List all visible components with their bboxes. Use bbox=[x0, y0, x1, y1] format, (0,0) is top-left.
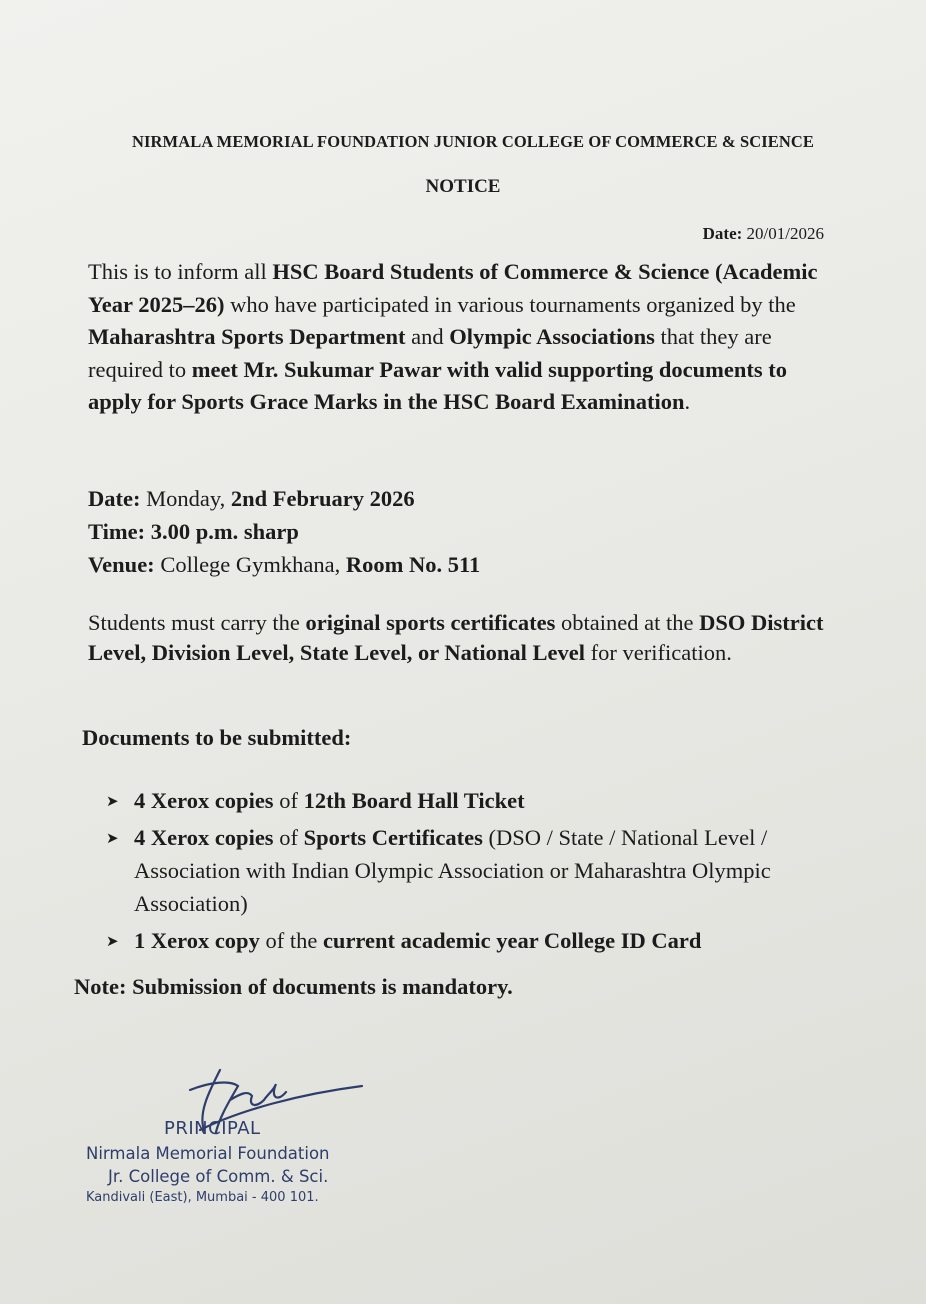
schedule-date-value: 2nd February 2026 bbox=[230, 486, 415, 511]
documents-list bbox=[100, 784, 800, 961]
schedule-time-value: 3.00 p.m. sharp bbox=[145, 519, 299, 544]
notice-heading: NOTICE bbox=[425, 176, 501, 197]
intro-paragraph bbox=[88, 256, 828, 419]
list-item bbox=[100, 821, 800, 920]
intro-bold-2: Maharashtra Sports Department bbox=[88, 324, 406, 349]
stamp-line-1: Nirmala Memorial Foundation bbox=[86, 1144, 330, 1163]
issue-date-label: Date: bbox=[702, 224, 743, 243]
stamp-line-2: Jr. College of Comm. & Sci. bbox=[108, 1167, 329, 1186]
doc-qty: 1 Xerox copy bbox=[134, 928, 260, 953]
schedule-block bbox=[88, 482, 828, 581]
schedule-date-label: Date: bbox=[88, 486, 141, 511]
schedule-venue bbox=[88, 548, 828, 581]
schedule-date-text: Monday, bbox=[140, 486, 231, 511]
intro-text-5: . bbox=[684, 389, 691, 414]
stamp-line-3: Kandivali (East), Mumbai - 400 101. bbox=[86, 1190, 319, 1205]
doc-detail: (DSO / State / National Level / Association with Indian Olympic Association or Maharashtra Olympic Association) bbox=[134, 825, 771, 916]
cert-text-3: for verification. bbox=[585, 639, 732, 665]
list-item bbox=[100, 784, 800, 817]
documents-heading: Documents to be submitted: bbox=[82, 725, 352, 750]
intro-bold-4: meet Mr. Sukumar Pawar with valid supporting documents to apply for Sports Grace Marks in the HSC Board Examination bbox=[88, 356, 787, 414]
issue-date bbox=[703, 224, 824, 244]
schedule-date bbox=[88, 482, 828, 515]
schedule-venue-label: Venue: bbox=[88, 552, 155, 577]
issue-date-value: 20/01/2026 bbox=[746, 224, 824, 243]
arrow-bullet-icon: ➤ bbox=[106, 792, 119, 810]
stamp-title: PRINCIPAL bbox=[164, 1118, 261, 1139]
cert-bold-1: original sports certificates bbox=[305, 610, 556, 635]
doc-text: of bbox=[273, 825, 304, 850]
arrow-bullet-icon: ➤ bbox=[106, 829, 119, 847]
cert-text-2: obtained at the bbox=[555, 610, 700, 635]
intro-text-3: and bbox=[405, 324, 450, 349]
intro-bold-1: HSC Board Students of Commerce & Science (Academic Year 2025–26) bbox=[88, 259, 818, 317]
principal-stamp bbox=[80, 1050, 380, 1220]
doc-name: Sports Certificates bbox=[303, 825, 483, 850]
mandatory-note: Note: Submission of documents is mandatory. bbox=[74, 974, 513, 999]
doc-name: 12th Board Hall Ticket bbox=[303, 788, 525, 813]
college-name: NIRMALA MEMORIAL FOUNDATION JUNIOR COLLEGE OF COMMERCE & SCIENCE bbox=[131, 132, 814, 151]
intro-text-2: who have participated in various tournaments organized by the bbox=[224, 291, 796, 317]
doc-text: of bbox=[273, 788, 304, 813]
doc-qty: 4 Xerox copies bbox=[134, 788, 274, 813]
cert-bold-2: DSO District Level, Division Level, State Level, or National Level bbox=[88, 610, 824, 665]
intro-text-4: that they are required to bbox=[88, 324, 772, 382]
intro-bold-3: Olympic Associations bbox=[449, 324, 655, 349]
certificates-paragraph bbox=[88, 608, 828, 667]
schedule-time bbox=[88, 515, 828, 548]
doc-text: of the bbox=[259, 928, 323, 953]
schedule-venue-text: College Gymkhana, bbox=[154, 552, 346, 577]
arrow-bullet-icon: ➤ bbox=[106, 932, 119, 950]
schedule-venue-room: Room No. 511 bbox=[345, 552, 481, 577]
list-item bbox=[100, 924, 800, 957]
intro-text-1: This is to inform all bbox=[88, 259, 273, 284]
cert-text-1: Students must carry the bbox=[88, 610, 306, 635]
doc-name: current academic year College ID Card bbox=[322, 928, 702, 953]
schedule-time-label: Time: bbox=[88, 519, 146, 544]
doc-qty: 4 Xerox copies bbox=[134, 825, 274, 850]
